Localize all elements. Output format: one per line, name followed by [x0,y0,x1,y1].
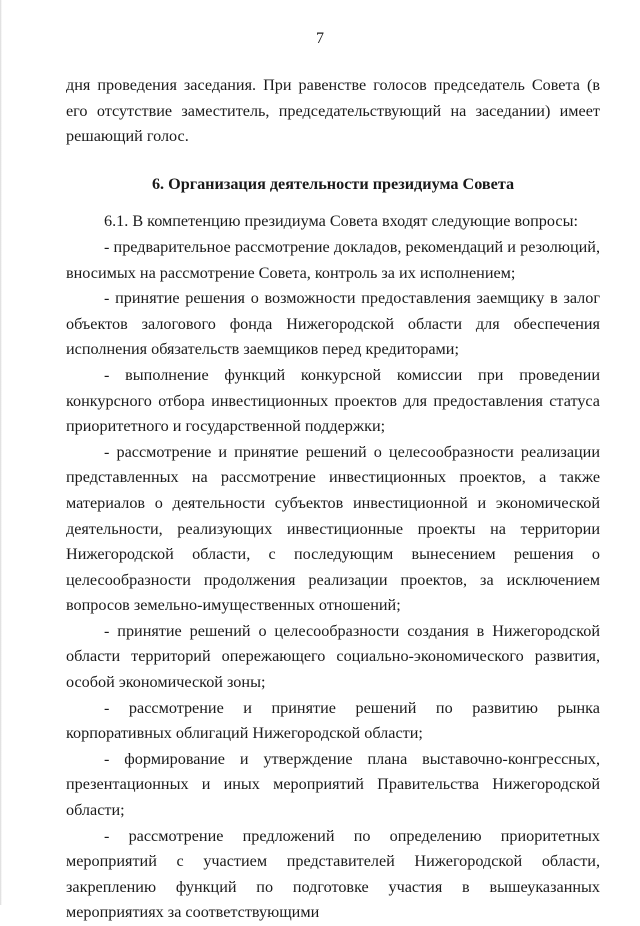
page-number: 7 [316,30,324,47]
section-heading: 6. Организация деятельности президиума Совета [151,174,515,193]
list-item: - рассмотрение и принятие решений о целесообразности реализации представленных на рассмотрение инвестиционных проектов, а также материалов о деятельности субъектов инвестиционной и экономической деятельности, реализующих инвестиционные проекты на территории Нижегородской области, с последующим вынесением решения о целесообразности продолжения реализации проектов, за исключением вопросов земельно-имущественных отношений; [66,442,600,615]
clause-intro: 6.1. В компетенцию президиума Совета входят следующие вопросы: [104,212,578,231]
list-item: - выполнение функций конкурсной комиссии при проведении конкурсного отбора инвестиционных проектов для предоставления статуса приоритетного и государственной поддержки; [66,365,600,436]
page-edge [0,0,2,905]
list-item: - рассмотрение предложений по определению приоритетных мероприятий с участием представителей Нижегородской области, закреплению функций по подготовке участия в вышеуказанных мероприятиях за соответствующими [66,826,600,922]
list-item: - рассмотрение и принятие решений по развитию рынка корпоративных облигаций Нижегородской области; [66,698,600,743]
list-item: - формирование и утверждение плана выставочно-конгрессных, презентационных и иных мероприятий Правительства Нижегородской области; [66,749,600,820]
list-item: - принятие решений о целесообразности создания в Нижегородской области территорий опережающего социально-экономического развития, особой экономической зоны; [66,621,600,692]
paragraph-continuation: дня проведения заседания. При равенстве голосов председатель Совета (в его отсутствие заместитель, председательствующий на заседании) имеет решающий голос. [66,76,600,146]
list-item: - принятие решения о возможности предоставления заемщику в залог объектов залогового фонда Нижегородской области для обеспечения исполнения обязательств заемщиков перед кредиторами; [66,289,600,359]
list-item: - предварительное рассмотрение докладов, рекомендаций и резолюций, вносимых на рассмотрение Совета, контроль за их исполнением; [66,237,600,282]
document-body [66,73,600,926]
